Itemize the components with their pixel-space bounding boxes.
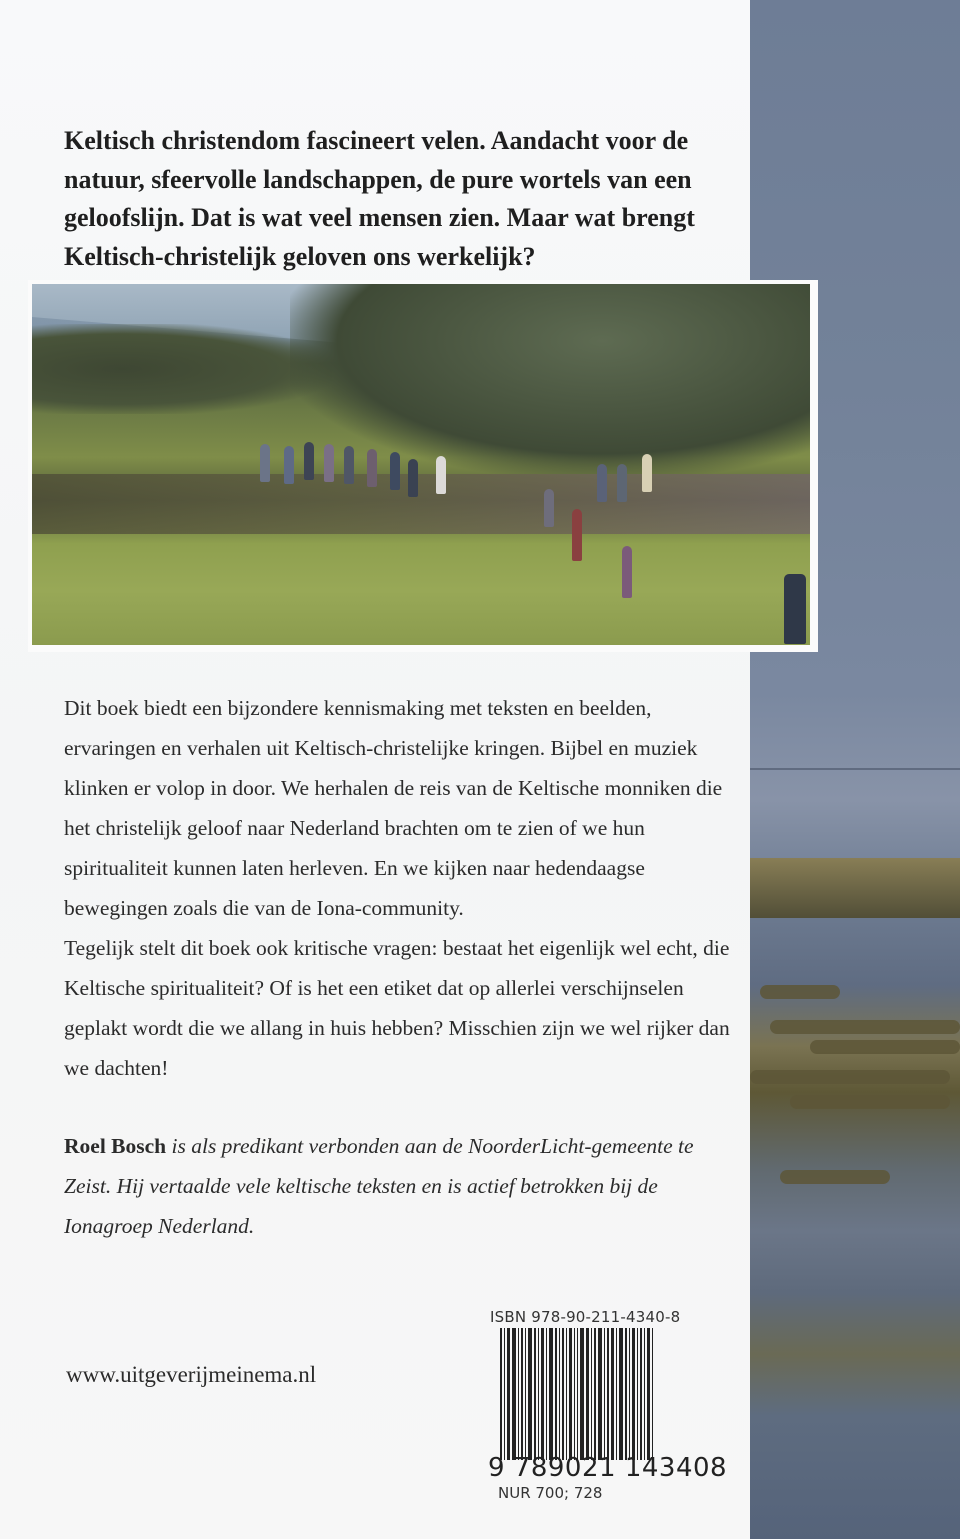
author-bio xyxy=(64,1126,744,1246)
walker-figure xyxy=(436,456,446,494)
hill-right xyxy=(290,284,810,474)
walker-figure xyxy=(324,444,334,482)
walker-figure xyxy=(642,454,652,492)
side-photo-strip xyxy=(750,0,960,1539)
seaweed-patch xyxy=(780,1170,890,1184)
barcode-digits: 9 789021 143408 xyxy=(488,1453,728,1483)
description-text xyxy=(64,688,744,1088)
walker-figure xyxy=(572,509,582,561)
heather-band xyxy=(32,474,810,534)
nur-code: NUR 700; 728 xyxy=(498,1484,603,1502)
walker-figure xyxy=(304,442,314,480)
intro-text: Keltisch christendom fascineert velen. Aandacht voor de natuur, sfeervolle landschappen, de pure wortels van een geloofslijn. Dat is wat veel mensen zien. Maar wat brengt Keltisch-christelijk geloven ons werkelijk? xyxy=(64,126,695,271)
landscape-photo xyxy=(32,284,810,645)
walker-figure xyxy=(784,574,806,644)
seaweed-patch xyxy=(750,1070,950,1084)
horizon-line xyxy=(750,768,960,770)
hill-left xyxy=(32,324,332,414)
walker-figure xyxy=(284,446,294,484)
barcode-bars-icon xyxy=(500,1328,734,1460)
seaweed-patch xyxy=(810,1040,960,1054)
author-name: Roel Bosch xyxy=(64,1134,167,1158)
isbn-label: ISBN 978-90-211-4340-8 xyxy=(490,1308,681,1326)
walker-figure xyxy=(597,464,607,502)
publisher-website[interactable]: www.uitgeverijmeinema.nl xyxy=(66,1362,317,1387)
description-paragraph: Dit boek biedt een bijzondere kennismaking met teksten en beelden, ervaringen en verhalen uit Keltisch-christelijke kringen. Bijbel en muziek klinken er volop in door. We herhalen de reis van de Keltische monniken die het christelijk geloof naar Nederland brachten om te zien of we hun spiritualiteit kunnen laten herleven. En we kijken naar hedendaagse bewegingen zoals die van de Iona-community. xyxy=(64,696,723,920)
isbn-barcode xyxy=(488,1308,734,1502)
seaweed-patch xyxy=(790,1095,950,1109)
author-bio-text: is als predikant verbonden aan de NoorderLicht-gemeente te Zeist. Hij vertaalde vele keltische teksten en is actief betrokken bij de Ionagroep Nederland. xyxy=(64,1134,694,1238)
walker-figure xyxy=(344,446,354,484)
walker-figure xyxy=(544,489,554,527)
walker-figure xyxy=(390,452,400,490)
walker-figure xyxy=(617,464,627,502)
seaweed-patch xyxy=(770,1020,960,1034)
description-paragraph: Tegelijk stelt dit boek ook kritische vragen: bestaat het eigenlijk wel echt, die Keltische spiritualiteit? Of is het een etiket dat op allerlei verschijnselen geplakt wordt die we allang in huis hebben? Misschien zijn we wel rijker dan we dachten! xyxy=(64,936,730,1080)
walker-figure xyxy=(367,449,377,487)
walker-figure xyxy=(622,546,632,598)
shore-rocks xyxy=(750,858,960,918)
walker-figure xyxy=(408,459,418,497)
walker-figure xyxy=(260,444,270,482)
seaweed-patch xyxy=(760,985,840,999)
